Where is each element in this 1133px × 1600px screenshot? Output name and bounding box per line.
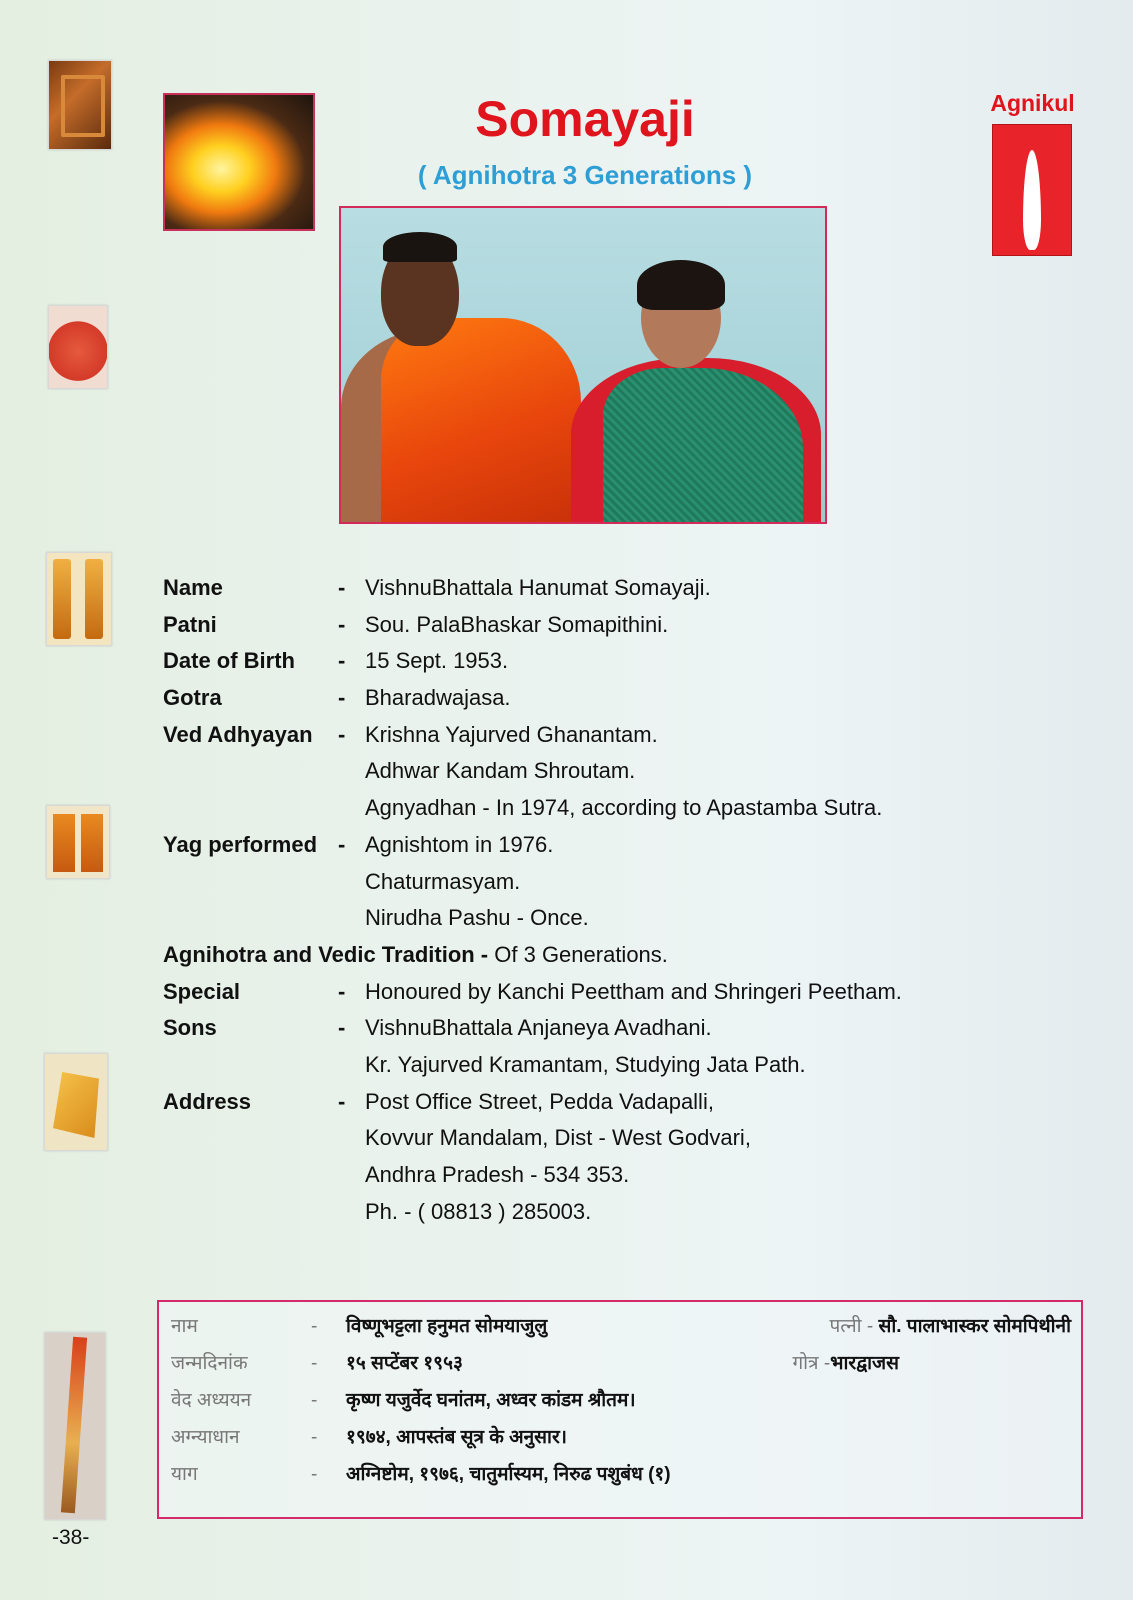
kalash-icon <box>48 305 108 389</box>
detail-patni: Patni - Sou. PalaBhaskar Somapithini. <box>163 611 669 637</box>
hindi-summary-box: नाम - विष्णूभट्टला हनुमत सोमयाजुलु जन्मदिनांक - १५ सप्टेंबर १९५३ वेद अध्ययन - कृष्ण यजुर्वेद घनांतम, अध्वर कांडम श्रौतम। अग्न्याधान - १९७४, आपस्तंब सूत्र के अनुसार। याग - अग्निष्टोम, १९७६, चातुर्मास्यम, निरुढ पशुबंध (१) पत्नी - सौ. पालाभास्कर सोमपिथीनी गोत्र -भारद्वाजस <box>157 1300 1083 1519</box>
fire-ritual-photo <box>163 93 315 231</box>
page-subtitle: ( Agnihotra 3 Generations ) <box>417 160 753 190</box>
detail-tradition: Agnihotra and Vedic Tradition - Of 3 Generations. <box>163 941 668 967</box>
detail-gotra: Gotra - Bharadwajasa. <box>163 685 511 711</box>
kul-label: Agnikul <box>990 90 1075 116</box>
couple-photo <box>339 206 827 524</box>
detail-address: Address - Post Office Street, Pedda Vadapalli, <box>163 1088 714 1114</box>
detail-name: Name - VishnuBhattala Hanumat Somayaji. <box>163 575 711 600</box>
havan-kund-icon <box>48 60 112 150</box>
yajna-vessels-icon <box>46 805 110 879</box>
detail-yag: Yag performed - Agnishtom in 1976. <box>163 831 554 857</box>
page-number: -38- <box>52 1526 90 1549</box>
profile-details: Name - VishnuBhattala Hanumat Somayaji. Patni - Sou. PalaBhaskar Somapithini. Date of Birth - 15 Sept. 1953. Gotra - Bharadwajasa. Ved Adhyayan - Krishna Yajurved Ghanantam. Adhwar Kandam Shroutam. Agnyadhan - In 1974, according to Apastamba Sutra. Yag performed - Agnishtom in 1976. Chaturmasyam. Nirudha Pashu - Once. Agnihotra and Vedic Tradition - Of 3 Generations. Special - Honoured by Kanchi Peettham and Shringeri Peetham. Sons - VishnuBhattala Anjaneya Avadhani. Kr. Yajurved Kramantam, Studying Jata Path. Address - Post Office Street, Pedda Vadapalli, Kovvur Mandalam, Dist - West Godvari, Andhra Pradesh - 534 353. Ph. - ( 08813 ) 285003. <box>163 574 1063 1234</box>
hindi-patni: पत्नी - सौ. पालाभास्कर सोमपिथीनी <box>829 1316 1071 1337</box>
detail-sons: Sons - VishnuBhattala Anjaneya Avadhani. <box>163 1015 712 1041</box>
detail-ved: Ved Adhyayan - Krishna Yajurved Ghanantam. <box>163 721 658 747</box>
samidha-icon <box>46 552 112 646</box>
hindi-gotra: गोत्र -भारद्वाजस <box>792 1353 899 1374</box>
detail-dob: Date of Birth - 15 Sept. 1953. <box>163 648 509 674</box>
page-title: Somayaji <box>475 91 695 147</box>
sruva-icon <box>44 1332 106 1520</box>
ghee-spoon-icon <box>44 1053 108 1151</box>
detail-special: Special - Honoured by Kanchi Peettham and Shringeri Peetham. <box>163 978 902 1004</box>
